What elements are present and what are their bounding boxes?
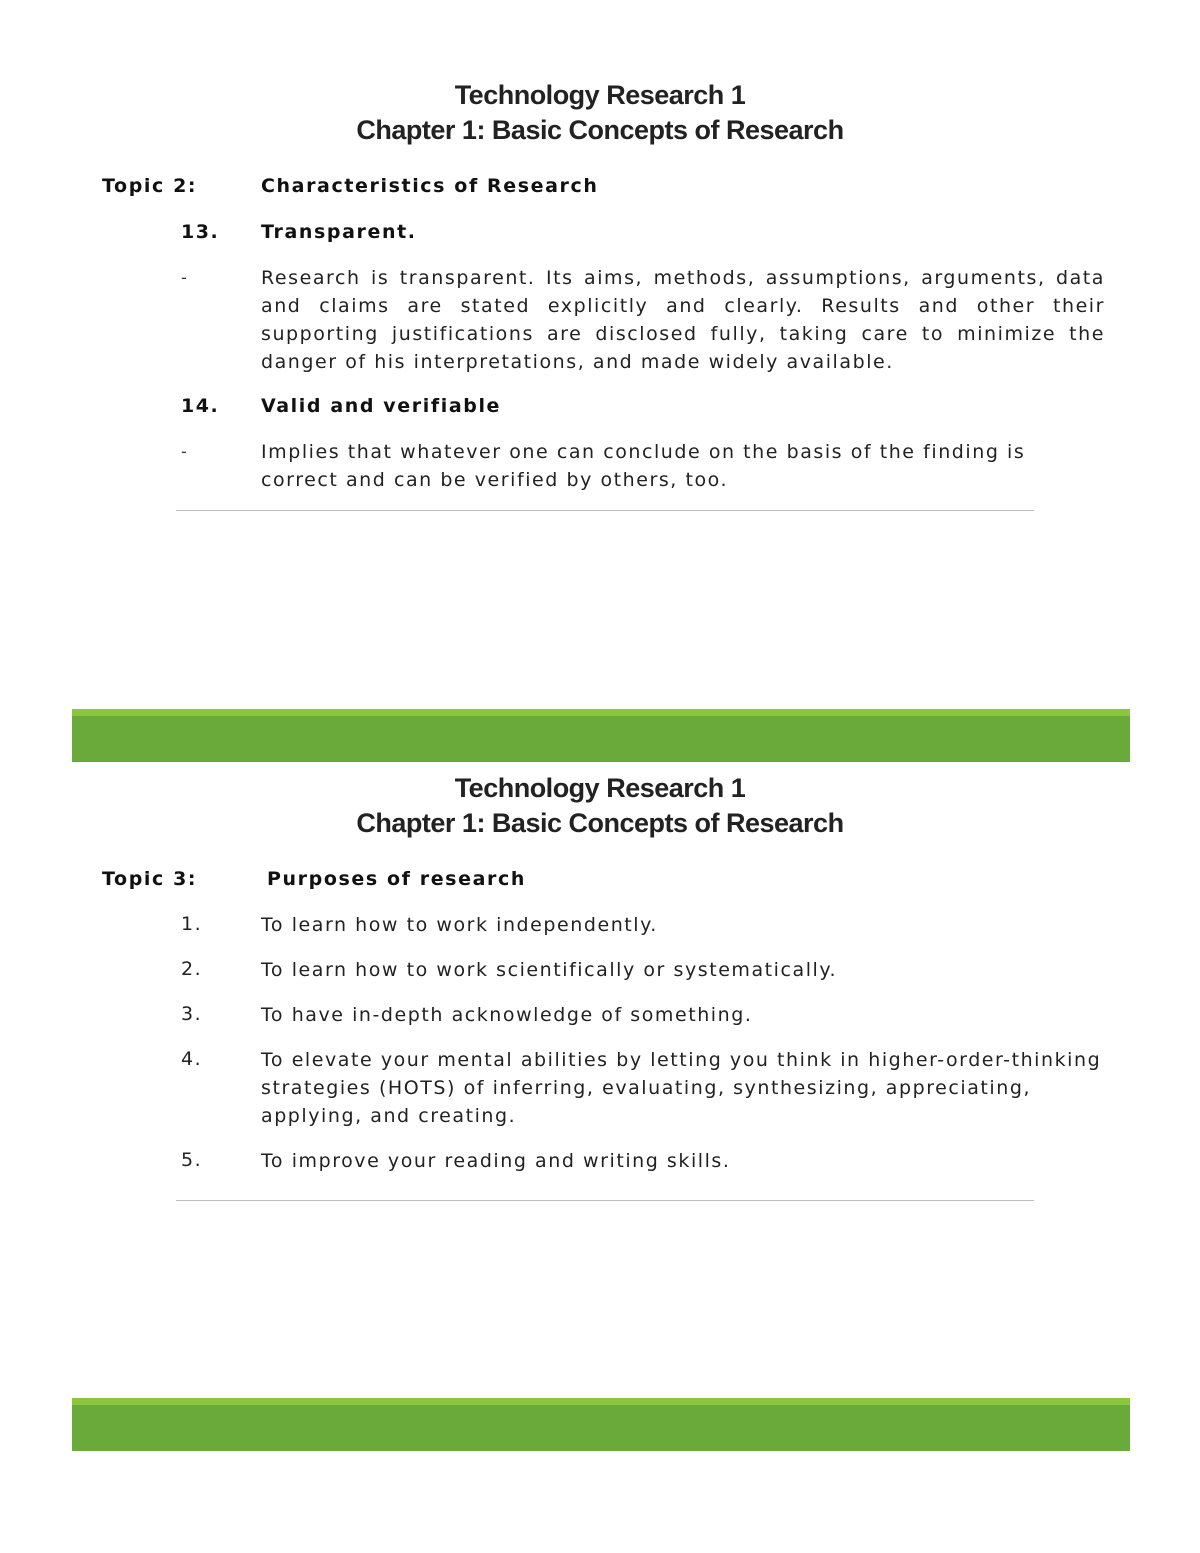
page2-topic-label: Topic 3: (102, 868, 198, 890)
purpose-3-text: To have in-depth acknowledge of something. (261, 1004, 753, 1026)
page2-title-line1: Technology Research 1 (454, 773, 746, 803)
page1-divider (176, 510, 1034, 511)
purpose-1-number: 1. (181, 913, 203, 935)
purpose-4-text: To elevate your mental abilities by letting you think in higher-order-thinking strategies (HOTS) of inferring, evaluating, synthesizing, appreciating, applying, and creating. (261, 1049, 1102, 1127)
purpose-2-number: 2. (181, 958, 203, 980)
page1-footer-bar-highlight (72, 709, 1130, 716)
item-14-number: 14. (181, 395, 220, 417)
page1-topic-title: Characteristics of Research (261, 175, 599, 197)
purpose-2-text: To learn how to work scientifically or systematically. (261, 959, 838, 981)
item-13-text: Research is transparent. Its aims, methods, assumptions, arguments, data and claims are stated explicitly and clearly. Results and other their supporting justifications are disclosed fully, taking care to minimize the danger of his interpretations, and made widely available. (261, 267, 1105, 373)
purpose-5-text: To improve your reading and writing skills. (261, 1150, 731, 1172)
item-13-heading: Transparent. (261, 221, 417, 243)
purpose-4-number: 4. (181, 1048, 203, 1070)
page1-footer-bar (72, 709, 1130, 762)
purpose-5-number: 5. (181, 1149, 203, 1171)
page2-footer-bar (72, 1398, 1130, 1451)
page2-title-line2: Chapter 1: Basic Concepts of Research (356, 808, 844, 838)
purpose-3-number: 3. (181, 1003, 203, 1025)
page2-divider (176, 1200, 1034, 1201)
page1-title-line2: Chapter 1: Basic Concepts of Research (356, 115, 844, 145)
item-14-bullet: - (181, 442, 187, 461)
item-13-number: 13. (181, 221, 220, 243)
item-14-heading: Valid and verifiable (261, 395, 502, 417)
page1-topic-label: Topic 2: (102, 175, 198, 197)
item-13-bullet: - (181, 268, 187, 287)
item-14-text: Implies that whatever one can conclude on the basis of the finding is correct and can be verified by others, too. (261, 441, 1026, 491)
page2-topic-title: Purposes of research (267, 868, 526, 890)
page1-title-line1: Technology Research 1 (454, 80, 746, 110)
purpose-1-text: To learn how to work independently. (261, 914, 658, 936)
page2-footer-bar-highlight (72, 1398, 1130, 1405)
